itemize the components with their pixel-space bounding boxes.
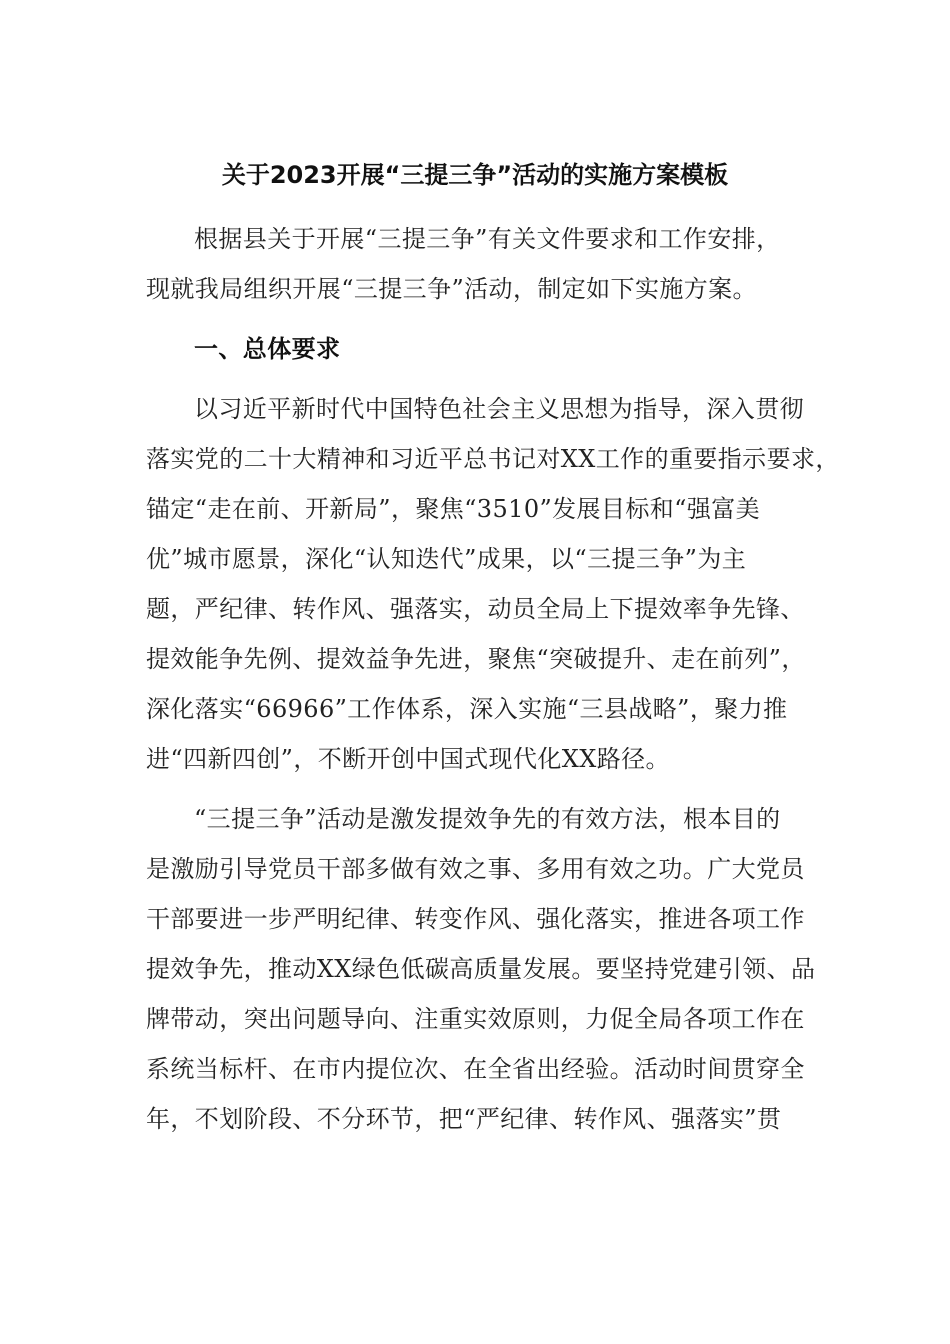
paragraph-line: 深化落实“66966”工作体系，深入实施“三县战略”，聚力推 [146, 695, 788, 723]
paragraph-line: 锚定“走在前、开新局”，聚焦“3510”发展目标和“强富美 [146, 495, 761, 523]
paragraph-line: 提效能争先例、提效益争先进，聚焦“突破提升、走在前列”， [146, 645, 806, 673]
paragraph-line: “三提三争”活动是激发提效争先的有效方法，根本目的 [194, 805, 781, 833]
paragraph-line: 落实党的二十大精神和习近平总书记对XX工作的重要指示要求， [146, 445, 840, 473]
paragraph-line: 以习近平新时代中国特色社会主义思想为指导，深入贯彻 [194, 395, 804, 423]
paragraph-line: 提效争先，推动XX绿色低碳高质量发展。要坚持党建引领、品 [146, 955, 816, 983]
paragraph-line: 题，严纪律、转作风、强落实，动员全局上下提效率争先锋、 [146, 595, 805, 623]
paragraph-line: 系统当标杆、在市内提位次、在全省出经验。活动时间贯穿全 [146, 1055, 805, 1083]
paragraph-line: 是激励引导党员干部多做有效之事、多用有效之功。广大党员 [146, 855, 805, 883]
paragraph-line: 进“四新四创”，不断开创中国式现代化XX路径。 [146, 745, 670, 773]
intro-line: 现就我局组织开展“三提三争”活动，制定如下实施方案。 [146, 275, 757, 303]
intro-line: 根据县关于开展“三提三争”有关文件要求和工作安排， [194, 225, 781, 253]
paragraph-line: 牌带动，突出问题导向、注重实效原则，力促全局各项工作在 [146, 1005, 805, 1033]
document-title: 关于2023开展“三提三争”活动的实施方案模板 [221, 161, 729, 189]
section-heading: 一、总体要求 [194, 335, 341, 363]
paragraph-line: 优”城市愿景，深化“认知迭代”成果，以“三提三争”为主 [146, 545, 747, 573]
paragraph-line: 干部要进一步严明纪律、转变作风、强化落实，推进各项工作 [146, 905, 805, 933]
paragraph-line: 年，不划阶段、不分环节，把“严纪律、转作风、强落实”贯 [146, 1105, 782, 1133]
